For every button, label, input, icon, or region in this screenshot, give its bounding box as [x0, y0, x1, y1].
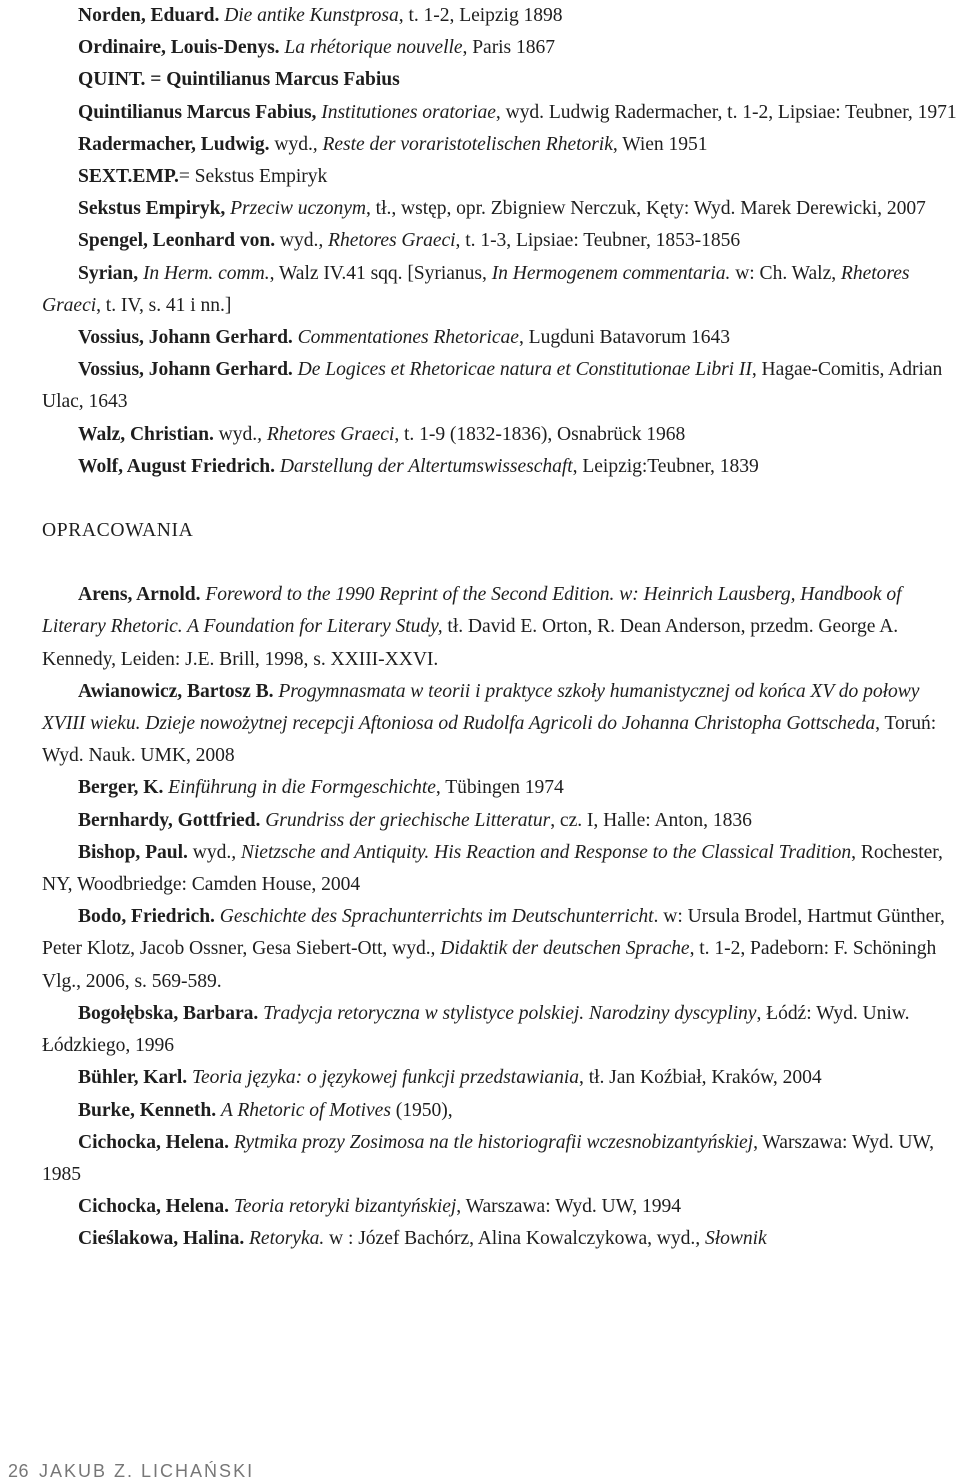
entry-text: , t. IV, s. 41 i nn.]: [96, 294, 232, 316]
entry-text: , Warszawa: Wyd. UW, 1985: [42, 1131, 934, 1185]
entry-title: , Rhetores Graeci: [257, 423, 395, 445]
entry-text: tł. David E. Orton, R. Dean Anderson, przedm. George A. Kennedy, Leiden: J.E. Brill, 1998, s. XXIII-XXVI.: [42, 616, 899, 670]
entry-text: , Leipzig:Teubner, 1839: [572, 455, 759, 477]
entry-author: Walz, Christian.: [78, 423, 219, 445]
entry-title: Einführung in die Formgeschichte: [168, 777, 436, 799]
entry-title: Die antike Kunstprosa: [224, 5, 399, 26]
entry-text: , cz. I, Halle: Anton, 1836: [550, 809, 752, 831]
entry-author: Syrian,: [78, 262, 143, 284]
entry-title: In Herm. comm.: [142, 262, 270, 284]
entry-author: Ordinaire, Louis-Denys.: [78, 37, 285, 59]
entry-author: Bernhardy, Gottfried.: [78, 809, 266, 831]
bibliography-entry: [42, 225, 960, 257]
entry-author: Bogołębska, Barbara.: [78, 1002, 264, 1024]
entry-title: Foreword to the 1990 Reprint of the Second Edition.: [205, 584, 615, 606]
entry-title: Tradycja retoryczna w stylistyce polskiej. Narodziny dyscypliny: [263, 1002, 757, 1024]
bibliography-entry: [42, 0, 960, 32]
entry-title: Institutiones oratoriae: [321, 101, 496, 123]
entry-text: , Tübingen 1974: [435, 777, 564, 799]
bibliography-entry: [42, 1095, 960, 1127]
entry-title: , Reste der voraristotelischen Rhetorik: [312, 133, 613, 155]
entry-text: , Łódź: Wyd. Uniw. Łódzkiego, 1996: [42, 1002, 910, 1057]
bibliography-sources: [42, 0, 960, 483]
entry-author: Vossius, Johann Gerhard.: [78, 359, 298, 381]
entry-title: In Hermogenem commentaria.: [491, 262, 731, 284]
entry-text: , Rochester, NY, Woodbriedge: Camden House, 2004: [42, 841, 943, 896]
entry-author: SEXT.EMP.: [78, 166, 179, 188]
entry-text: , Hagae-Comitis, Adrian Ulac, 1643: [42, 359, 943, 413]
running-author: JAKUB Z. LICHAŃSKI: [39, 1461, 255, 1481]
entry-author: Bühler, Karl.: [78, 1067, 192, 1089]
bibliography-entry: [42, 676, 960, 773]
bibliography-entry: [42, 193, 960, 225]
entry-author: Vossius, Johann Gerhard.: [78, 327, 298, 349]
entry-title: Progymnasmata w teorii i praktyce szkoły humanistycznej od końca XV do połowy XVIII wieku. Dzieje nowożytnej recepcji Aftoniosa od Rudolfa Agricoli do Johanna Christopha Gottscheda: [42, 680, 920, 735]
entry-text: , t. 1-9 (1832-1836), Osnabrück 1968: [394, 423, 686, 445]
entry-author: Burke, Kenneth.: [78, 1099, 221, 1121]
entry-text: , Warszawa: Wyd. UW, 1994: [456, 1196, 681, 1218]
entry-author: Awianowicz, Bartosz B.: [78, 680, 279, 702]
page-footer: [8, 1461, 254, 1482]
entry-text: wyd.: [218, 423, 258, 445]
bibliography-entry: [42, 322, 960, 354]
bibliography-studies: [42, 579, 960, 1255]
entry-text: , t. 1-2, Padeborn: F. Schöningh Vlg., 2006, s. 569-589.: [42, 938, 937, 992]
entry-text: , Lugduni Batavorum 1643: [518, 327, 730, 349]
entry-title: , Słownik: [695, 1228, 767, 1250]
entry-text: w : Józef Bachórz, Alina Kowalczykowa, wyd.: [324, 1228, 696, 1250]
bibliography-entry: [42, 354, 960, 418]
entry-text: wyd.: [274, 133, 313, 155]
entry-author: Berger, K.: [78, 777, 169, 799]
entry-title: Heinrich Lausberg, Handbook of Literary Rhetoric. A Foundation for Literary Study,: [42, 584, 902, 638]
bibliography-entry: [42, 161, 960, 193]
entry-text: , Paris 1867: [462, 37, 555, 59]
entry-author: Spengel, Leonhard von.: [78, 230, 280, 252]
spacer: [42, 483, 960, 515]
entry-title: Teoria retoryki bizantyńskiej: [233, 1196, 457, 1218]
bibliography-entry: [42, 32, 960, 64]
entry-text: wyd.: [192, 841, 232, 863]
bibliography-entry: [42, 258, 960, 322]
entry-author: Cieślakowa, Halina.: [78, 1228, 250, 1250]
entry-title: Rhetores Graeci: [42, 262, 910, 316]
entry-title: , Nietzsche and Antiquity. His Reaction and Response to the Classical Tradition: [231, 841, 852, 863]
entry-title: Grundriss der griechische Litteratur: [265, 809, 551, 831]
entry-title: , Rhetores Graeci: [318, 230, 456, 252]
entry-text: , t. 1-2, Leipzig 1898: [398, 5, 563, 26]
entry-author: Wolf, August Friedrich.: [78, 455, 280, 477]
entry-title: La rhétorique nouvelle: [284, 37, 463, 59]
entry-text: , wyd. Ludwig Radermacher, t. 1-2, Lipsiae: Teubner, 1971: [495, 101, 957, 123]
bibliography-entry: [42, 419, 960, 451]
entry-text: , tł. Jan Koźbiał, Kraków, 2004: [579, 1067, 822, 1089]
bibliography-entry: [42, 901, 960, 998]
entry-title: Geschichte des Sprachunterrichts im Deutschunterricht: [219, 906, 654, 928]
bibliography-entry: [42, 1062, 960, 1094]
entry-title: Commentationes Rhetoricae: [297, 327, 519, 349]
bibliography-entry: [42, 1223, 960, 1255]
entry-title: De Logices et Rhetoricae natura et Constitutionae Libri II: [297, 359, 752, 381]
entry-title: Darstellung der Altertumswisseschaft: [279, 455, 573, 477]
entry-title: Teoria języka: o językowej funkcji przedstawiania: [191, 1067, 579, 1089]
entry-author: Cichocka, Helena.: [78, 1196, 234, 1218]
entry-text: w: Ch. Walz,: [730, 262, 841, 284]
entry-author: Sekstus Empiryk,: [78, 198, 231, 220]
section-heading: OPRACOWANIA: [42, 520, 194, 542]
entry-author: Arens, Arnold.: [78, 584, 206, 606]
bibliography-entry: [42, 1191, 960, 1223]
entry-title: , Didaktik der deutschen Sprache: [430, 938, 690, 960]
bibliography-entry: [42, 805, 960, 837]
bibliography-entry: [42, 998, 960, 1062]
bibliography-entry: [42, 837, 960, 901]
entry-author: Quintilianus Marcus Fabius,: [78, 101, 322, 123]
bibliography-entry: [42, 579, 960, 676]
entry-text: , Walz IV.41 sqq. [Syrianus,: [269, 262, 492, 284]
entry-title: Przeciw uczonym: [230, 198, 366, 220]
bibliography-entry: [42, 1127, 960, 1191]
page-number: 26: [8, 1461, 30, 1481]
entry-title: A Rhetoric of Motives: [220, 1099, 391, 1121]
entry-text: wyd.: [279, 230, 319, 252]
entry-text: , Wien 1951: [612, 133, 708, 155]
entry-title: w:: [614, 584, 644, 606]
entry-text: , Toruń: Wyd. Nauk. UMK, 2008: [42, 713, 937, 767]
entry-text: , t. 1-3, Lipsiae: Teubner, 1853-1856: [455, 230, 741, 252]
bibliography-entry: [42, 129, 960, 161]
spacer: [42, 547, 960, 579]
entry-text: . w: Ursula Brodel, Hartmut Günther, Peter Klotz, Jacob Ossner, Gesa Siebert-Ott, wyd.: [42, 906, 945, 960]
entry-author: Cichocka, Helena.: [78, 1131, 234, 1153]
entry-title: Retoryka.: [249, 1228, 325, 1250]
bibliography-entry: [42, 64, 960, 96]
entry-author: Norden, Eduard.: [78, 5, 225, 26]
entry-text: , tł., wstęp, opr. Zbigniew Nerczuk, Kęty: Wyd. Marek Derewicki, 2007: [365, 198, 926, 220]
bibliography-entry: [42, 451, 960, 483]
entry-title: Rytmika prozy Zosimosa na tle historiografii wczesnobizantyńskiej: [233, 1131, 754, 1153]
entry-author: Bodo, Friedrich.: [78, 906, 220, 928]
bibliography: [42, 0, 960, 1256]
entry-text: (1950),: [390, 1099, 453, 1121]
bibliography-entry: [42, 772, 960, 804]
entry-author: QUINT. = Quintilianus Marcus Fabius: [78, 69, 400, 91]
entry-text: = Sekstus Empiryk: [178, 166, 328, 188]
bibliography-entry: [42, 97, 960, 129]
entry-author: Radermacher, Ludwig.: [78, 133, 275, 155]
entry-author: Bishop, Paul.: [78, 841, 193, 863]
